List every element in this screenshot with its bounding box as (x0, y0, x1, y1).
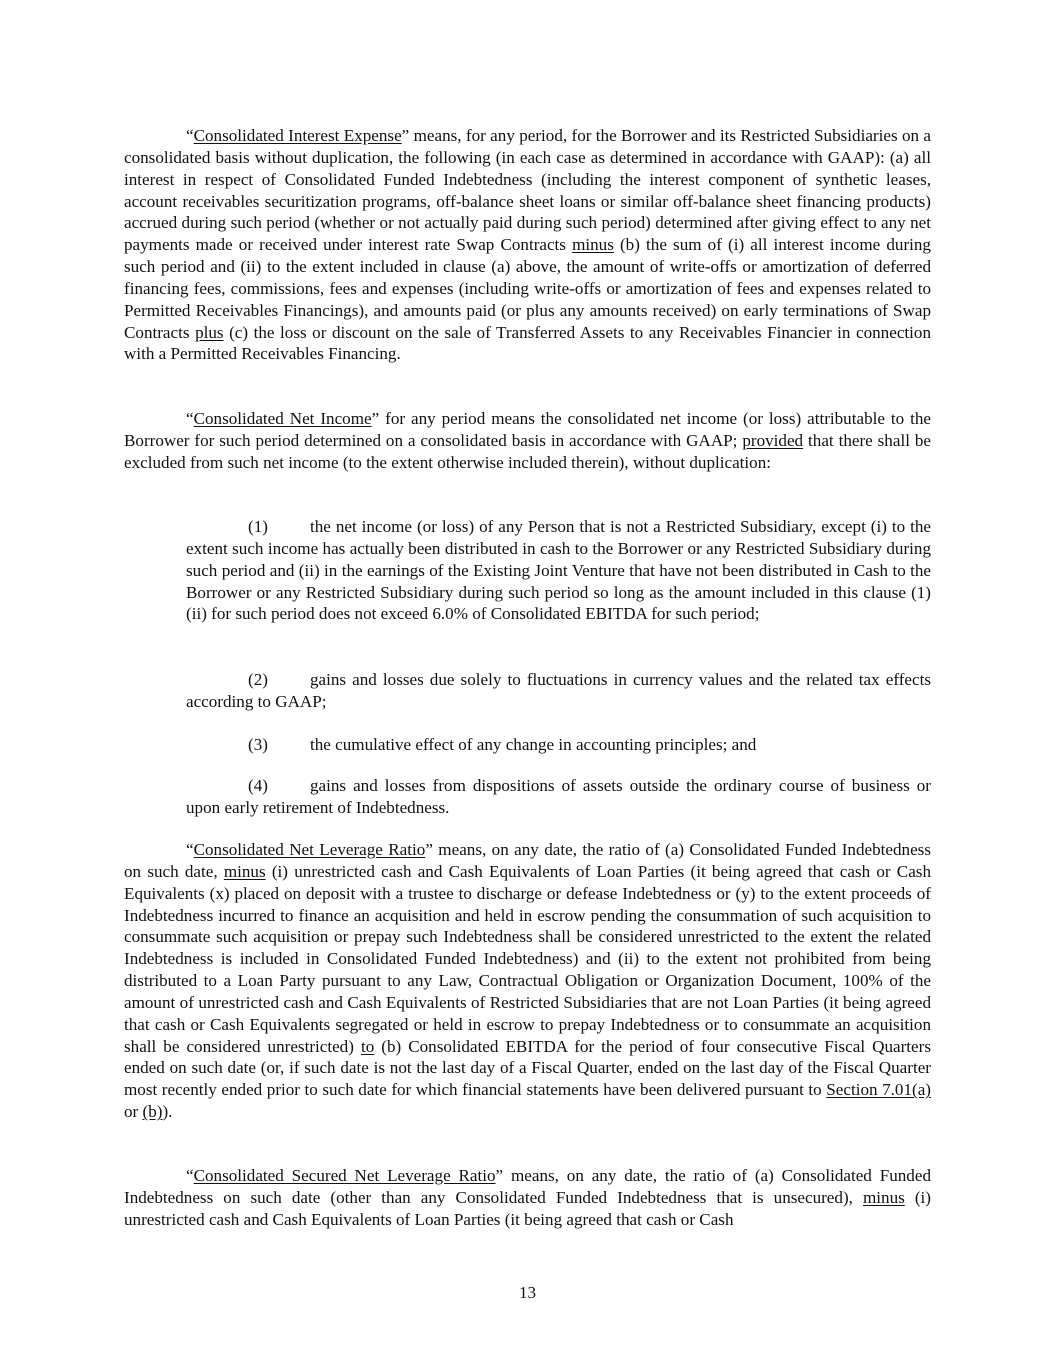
definition-consolidated-net-leverage-ratio: “Consolidated Net Leverage Ratio” means, on any date, the ratio of (a) Consolidated Funded Indebtedness on such date, minus (i) unrestricted cash and Cash Equivalents of Loan Parties (it being agreed that cash or Cash Equivalents (x) placed on deposit with a trustee to discharge or defease Indebtedness or (y) to the extent proceeds of Indebtedness incurred to finance an acquisition and held in escrow pending the consummation of such acquisition to consummate such acquisition or prepay such Indebtedness shall be considered unrestricted to the extent the related Indebtedness is included in Consolidated Funded Indebtedness) and (ii) to the extent not prohibited from being distributed to a Loan Party pursuant to any Law, Contractual Obligation or Organization Document, 100% of the amount of unrestricted cash and Cash Equivalents of Restricted Subsidiaries that are not Loan Parties (it being agreed that cash or Cash Equivalents segregated or held in escrow to prepay Indebtedness or to consummate an acquisition shall be considered unrestricted) to (b) Consolidated EBITDA for the period of four consecutive Fiscal Quarters ended on such date (or, if such date is not the last day of a Fiscal Quarter, ended on the last day of the Fiscal Quarter most recently ended prior to such date for which financial statements have been delivered pursuant to Section 7.01(a) or (b)). (124, 840, 931, 1122)
plus-term: plus (195, 322, 224, 342)
section-reference: Section 7.01(a) (826, 1080, 931, 1100)
list-item (186, 734, 931, 756)
list-item (186, 669, 931, 713)
provided-term: provided (742, 430, 804, 450)
item-number: (1) (248, 517, 268, 536)
defined-term: Consolidated Net Leverage Ratio (193, 840, 426, 859)
subsection-reference: (b) (142, 1102, 163, 1122)
minus-term: minus (862, 1187, 905, 1207)
item-number: (4) (248, 776, 268, 795)
definition-consolidated-net-income: “Consolidated Net Income” for any period means the consolidated net income (or loss) attributable to the Borrower for such period determined on a consolidated basis in accordance with GAAP; provided that there shall be excluded from such net income (to the extent otherwise included therein), without duplication: (124, 409, 931, 472)
item-number: (3) (248, 735, 268, 754)
item-number: (2) (248, 670, 268, 689)
defined-term: Consolidated Secured Net Leverage Ratio (193, 1166, 496, 1185)
item-text: gains and losses due solely to fluctuations in currency values and the related tax effects according to GAAP; (186, 670, 931, 711)
minus-term: minus (572, 235, 614, 255)
defined-term: Consolidated Net Income (193, 409, 372, 428)
defined-term: Consolidated Interest Expense (193, 126, 402, 145)
item-text: gains and losses from dispositions of assets outside the ordinary course of business or upon early retirement of Indebtedness. (186, 776, 931, 817)
minus-term: minus (223, 861, 266, 881)
list-item (186, 516, 931, 625)
definition-consolidated-secured-net-leverage-ratio: “Consolidated Secured Net Leverage Ratio” means, on any date, the ratio of (a) Consolidated Funded Indebtedness on such date (other than any Consolidated Funded Indebtedness that is unsecured), minus (i) unrestricted cash and Cash Equivalents of Loan Parties (it being agreed that cash or Cash (124, 1166, 931, 1229)
page-number: 13 (518, 1283, 537, 1302)
to-term: to (360, 1036, 375, 1056)
item-text: the net income (or loss) of any Person that is not a Restricted Subsidiary, except (i) to the extent such income has actually been distributed in cash to the Borrower or any Restricted Subsidiary during such period and (ii) in the earnings of the Existing Joint Venture that have not been distributed in Cash to the Borrower or any Restricted Subsidiary during such period so long as the amount included in this clause (1)(ii) for such period does not exceed 6.0% of Consolidated EBITDA for such period; (186, 517, 931, 624)
list-item (186, 775, 931, 819)
definition-consolidated-interest-expense: “Consolidated Interest Expense” means, for any period, for the Borrower and its Restricted Subsidiaries on a consolidated basis without duplication, the following (in each case as determined in accordance with GAAP): (a) all interest in respect of Consolidated Funded Indebtedness (including the interest component of synthetic leases, account receivables securitization programs, off-balance sheet loans or similar off-balance sheet financing products) accrued during such period (whether or not actually paid during such period) determined after giving effect to any net payments made or received under interest rate Swap Contracts minus (b) the sum of (i) all interest income during such period and (ii) to the extent included in clause (a) above, the amount of write-offs or amortization of deferred financing fees, commissions, fees and expenses (including write-offs or amortization of fees and expenses related to Permitted Receivables Financings), and amounts paid (or plus any amounts received) on early terminations of Swap Contracts plus (c) the loss or discount on the sale of Transferred Assets to any Receivables Financier in connection with a Permitted Receivables Financing. (124, 126, 931, 364)
item-text: the cumulative effect of any change in accounting principles; and (310, 735, 757, 754)
